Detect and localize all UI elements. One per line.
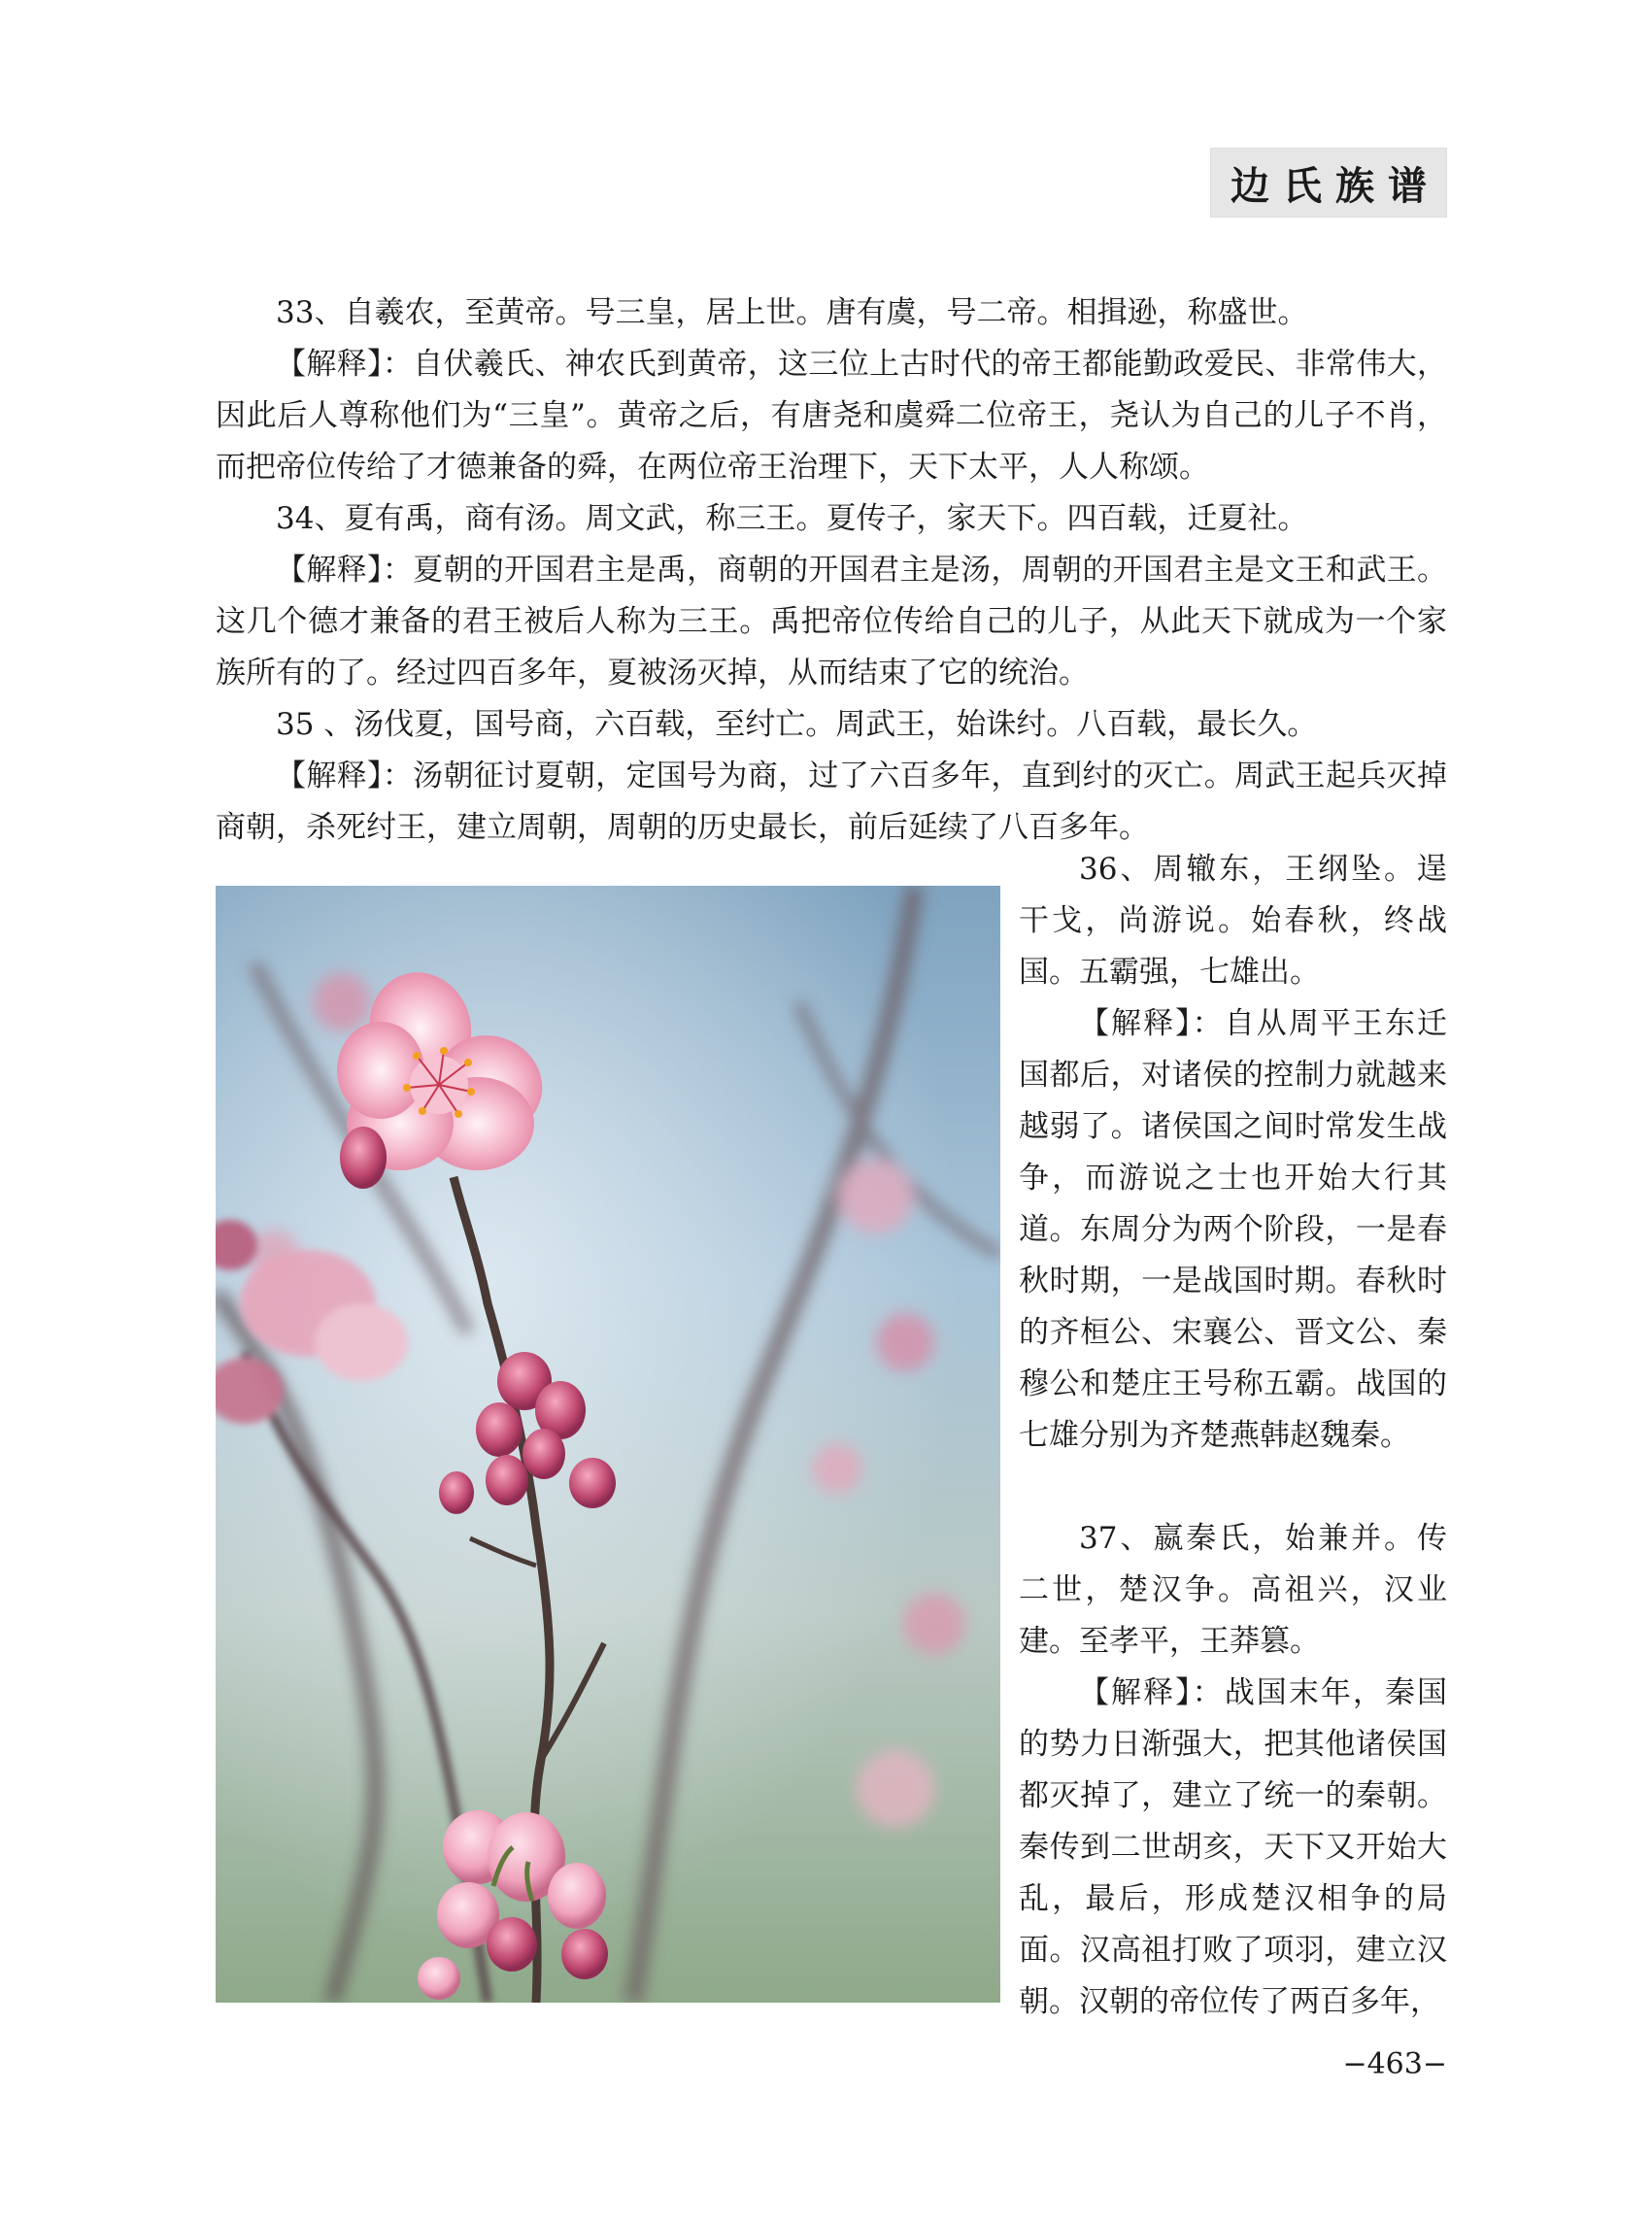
- header-banner: [1210, 148, 1447, 218]
- verse-33: 33、自羲农，至黄帝。号三皇，居上世。唐有虞，号二帝。相揖逊，称盛世。: [276, 295, 1308, 330]
- page-number: −463−: [1342, 2047, 1447, 2081]
- explanation-35: 【解释】：汤朝征讨夏朝，定国号为商，过了六百多年，直到纣的灭亡。周武王起兵灭掉商朝，杀死纣王，建立周朝，周朝的历史最长，前后延续了八百多年。: [216, 759, 1447, 845]
- explanation-36: 【解释】：自从周平王东迁国都后，对诸侯的控制力就越来越弱了。诸侯国之间时常发生战争，而游说之士也开始大行其道。东周分为两个阶段，一是春秋时期，一是战国时期。春秋时的齐桓公、宋襄公、晋文公、秦穆公和楚庄王号称五霸。战国的七雄分别为齐楚燕韩赵魏秦。: [1019, 1006, 1447, 1453]
- verse-37: 37、嬴秦氏，始兼并。传二世，楚汉争。高祖兴，汉业建。至孝平，王莽篡。: [1019, 1521, 1447, 1659]
- peach-blossom-photo: [216, 886, 1000, 2003]
- verse-34: 34、夏有禹，商有汤。周文武，称三王。夏传子，家天下。四百载，迁夏社。: [276, 501, 1308, 536]
- explanation-37: 【解释】：战国末年，秦国的势力日渐强大，把其他诸侯国都灭掉了，建立了统一的秦朝。秦传到二世胡亥，天下又开始大乱，最后，形成楚汉相争的局面。汉高祖打败了项羽，建立汉朝。汉朝的帝位传了两百多年，: [1019, 1675, 1447, 2019]
- verse-35: 35 、汤伐夏，国号商，六百载，至纣亡。周武王，始诛纣。八百载，最长久。: [276, 707, 1318, 742]
- header-title: 边氏族谱: [1231, 163, 1440, 209]
- verse-36: 36、周辙东，王纲坠。逞干戈，尚游说。始春秋，终战国。五霸强，七雄出。: [1019, 852, 1447, 990]
- explanation-33: 【解释】：自伏羲氏、神农氏到黄帝，这三位上古时代的帝王都能勤政爱民、非常伟大，因此后人尊称他们为“三皇”。黄帝之后，有唐尧和虞舜二位帝王，尧认为自己的儿子不肖，而把帝位传给了才德兼备的舜，在两位帝王治理下，天下太平，人人称颂。: [216, 347, 1447, 485]
- explanation-34: 【解释】：夏朝的开国君主是禹，商朝的开国君主是汤，周朝的开国君主是文王和武王。这几个德才兼备的君王被后人称为三王。禹把帝位传给自己的儿子，从此天下就成为一个家族所有的了。经过四百多年，夏被汤灭掉，从而结束了它的统治。: [216, 553, 1447, 691]
